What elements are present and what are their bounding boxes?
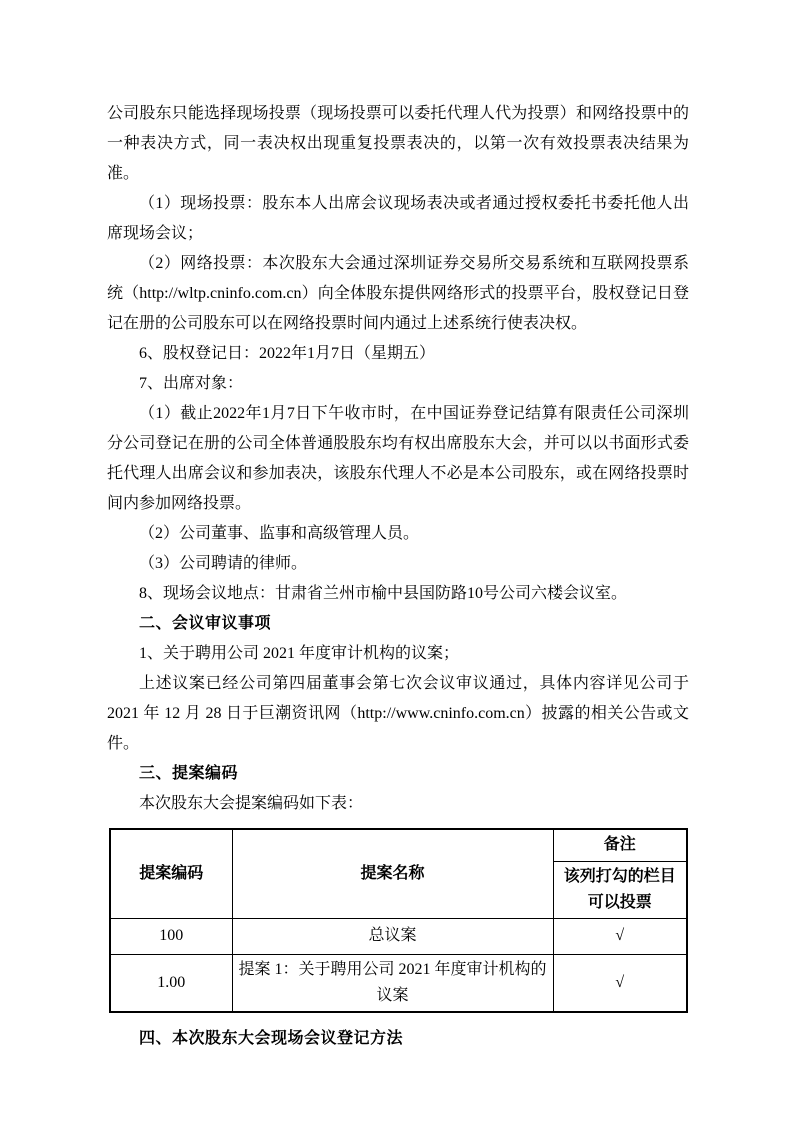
- paragraph-attendees-2: （2）公司董事、监事和高级管理人员。: [139, 525, 420, 542]
- header-cell-remark: 备注: [553, 829, 687, 861]
- paragraph-proposal-1: 1、关于聘用公司 2021 年度审计机构的议案；: [139, 645, 460, 662]
- table-row: [110, 918, 687, 954]
- proposal-code-table: [109, 828, 688, 1013]
- cell-remark-check: √: [553, 954, 687, 1012]
- cell-proposal-name: 提案 1：关于聘用公司 2021 年度审计机构的议案: [232, 954, 553, 1012]
- table-row: [110, 954, 687, 1012]
- cell-proposal-code: 1.00: [110, 954, 232, 1012]
- header-cell-proposal-name: 提案名称: [232, 829, 553, 918]
- paragraph-attendees-title: 7、出席对象：: [139, 375, 244, 392]
- section-heading-2: 二、会议审议事项: [139, 615, 272, 632]
- header-cell-remark-note: 该列打勾的栏目可以投票: [553, 861, 687, 918]
- table-header-row: [110, 829, 687, 861]
- paragraph-record-date: 6、股权登记日：2022年1月7日（星期五）: [139, 345, 436, 362]
- cell-proposal-name: 总议案: [232, 918, 553, 954]
- cell-proposal-code: 100: [110, 918, 232, 954]
- paragraph-attendees-1: （1）截止2022年1月7日下午收市时，在中国证券登记结算有限责任公司深圳分公司登记在册的公司全体普通股股东均有权出席股东大会，并可以以书面形式委托代理人出席会议和参加表决，该股东代理人不必是本公司股东，或在网络投票时间内参加网络投票。: [107, 405, 689, 512]
- paragraph-table-intro: 本次股东大会提案编码如下表：: [139, 795, 364, 812]
- cell-remark-check: √: [553, 918, 687, 954]
- paragraph-onsite-voting: （1）现场投票：股东本人出席会议现场表决或者通过授权委托书委托他人出席现场会议；: [107, 195, 689, 242]
- paragraph-attendees-3: （3）公司聘请的律师。: [139, 555, 308, 572]
- header-cell-proposal-code: 提案编码: [110, 829, 232, 918]
- section-heading-4: 四、本次股东大会现场会议登记方法: [139, 1029, 404, 1047]
- paragraph-online-voting: （2）网络投票：本次股东大会通过深圳证券交易所交易系统和互联网投票系统（http://wltp.cninfo.com.cn）向全体股东提供网络形式的投票平台，股权登记日登记在册的公司股东可以在网络投票时间内通过上述系统行使表决权。: [107, 255, 689, 332]
- paragraph-voting-choice: 公司股东只能选择现场投票（现场投票可以委托代理人代为投票）和网络投票中的一种表决方式，同一表决权出现重复投票表决的，以第一次有效投票表决结果为准。: [107, 105, 689, 182]
- section-heading-3: 三、提案编码: [139, 765, 239, 782]
- paragraph-meeting-place: 8、现场会议地点：甘肃省兰州市榆中县国防路10号公司六楼会议室。: [139, 585, 628, 602]
- paragraph-board-approval: 上述议案已经公司第四届董事会第七次会议审议通过，具体内容详见公司于 2021 年 12 月 28 日于巨潮资讯网（http://www.cninfo.com.cn）披露的相关公告或文件。: [107, 675, 689, 752]
